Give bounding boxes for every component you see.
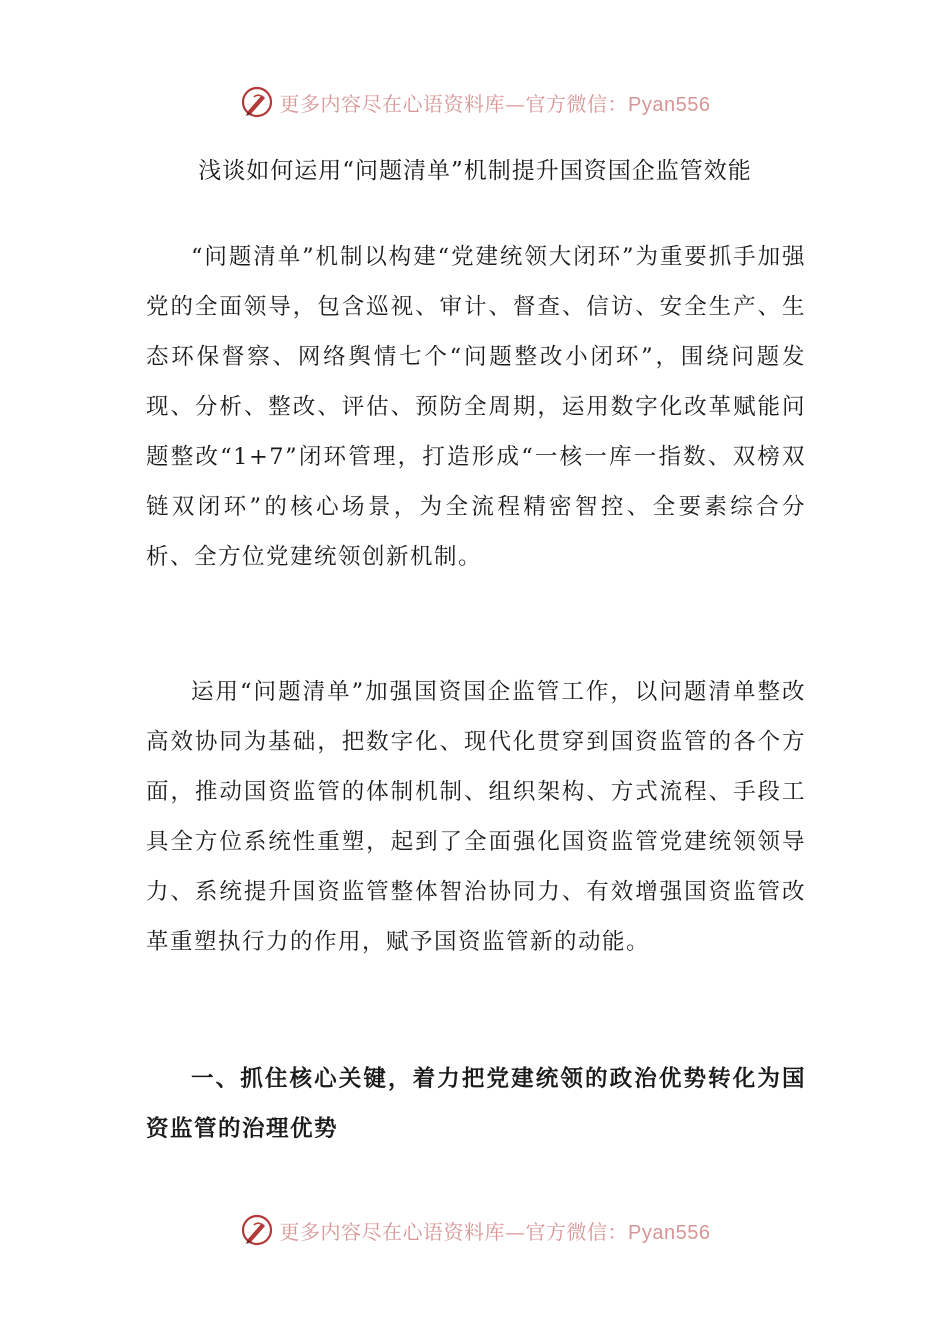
pen-logo-icon (240, 85, 274, 119)
watermark-header (0, 82, 950, 122)
pen-logo-icon (240, 1213, 274, 1247)
watermark-text: 更多内容尽在心语资料库—官方微信：Pyan556 (279, 91, 711, 116)
body-paragraph: “问题清单”机制以构建“党建统领大闭环”为重要抓手加强党的全面领导，包含巡视、审计、督查、信访、安全生产、生态环保督察、网络舆情七个“问题整改小闭环”，围绕问题发现、分析、整改、评估、预防全周期，运用数字化改革赋能问题整改“1+7”闭环管理，打造形成“一核一库一指数、双榜双链双闭环”的核心场景，为全流程精密智控、全要素综合分析、全方位党建统领创新机制。 (146, 244, 806, 570)
document-title: 浅谈如何运用“问题清单”机制提升国资国企监管效能 (198, 158, 752, 184)
watermark-text: 更多内容尽在心语资料库—官方微信：Pyan556 (279, 1219, 711, 1244)
body-paragraph: 运用“问题清单”加强国资国企监管工作，以问题清单整改高效协同为基础，把数字化、现代化贯穿到国资监管的各个方面，推动国资监管的体制机制、组织架构、方式流程、手段工具全方位系统性重塑，起到了全面强化国资监管党建统领领导力、系统提升国资监管整体智治协同力、有效增强国资监管改革重塑执行力的作用，赋予国资监管新的动能。 (146, 679, 806, 955)
watermark-footer (0, 1210, 950, 1250)
section-heading: 一、抓住核心关键，着力把党建统领的政治优势转化为国资监管的治理优势 (146, 1066, 806, 1142)
